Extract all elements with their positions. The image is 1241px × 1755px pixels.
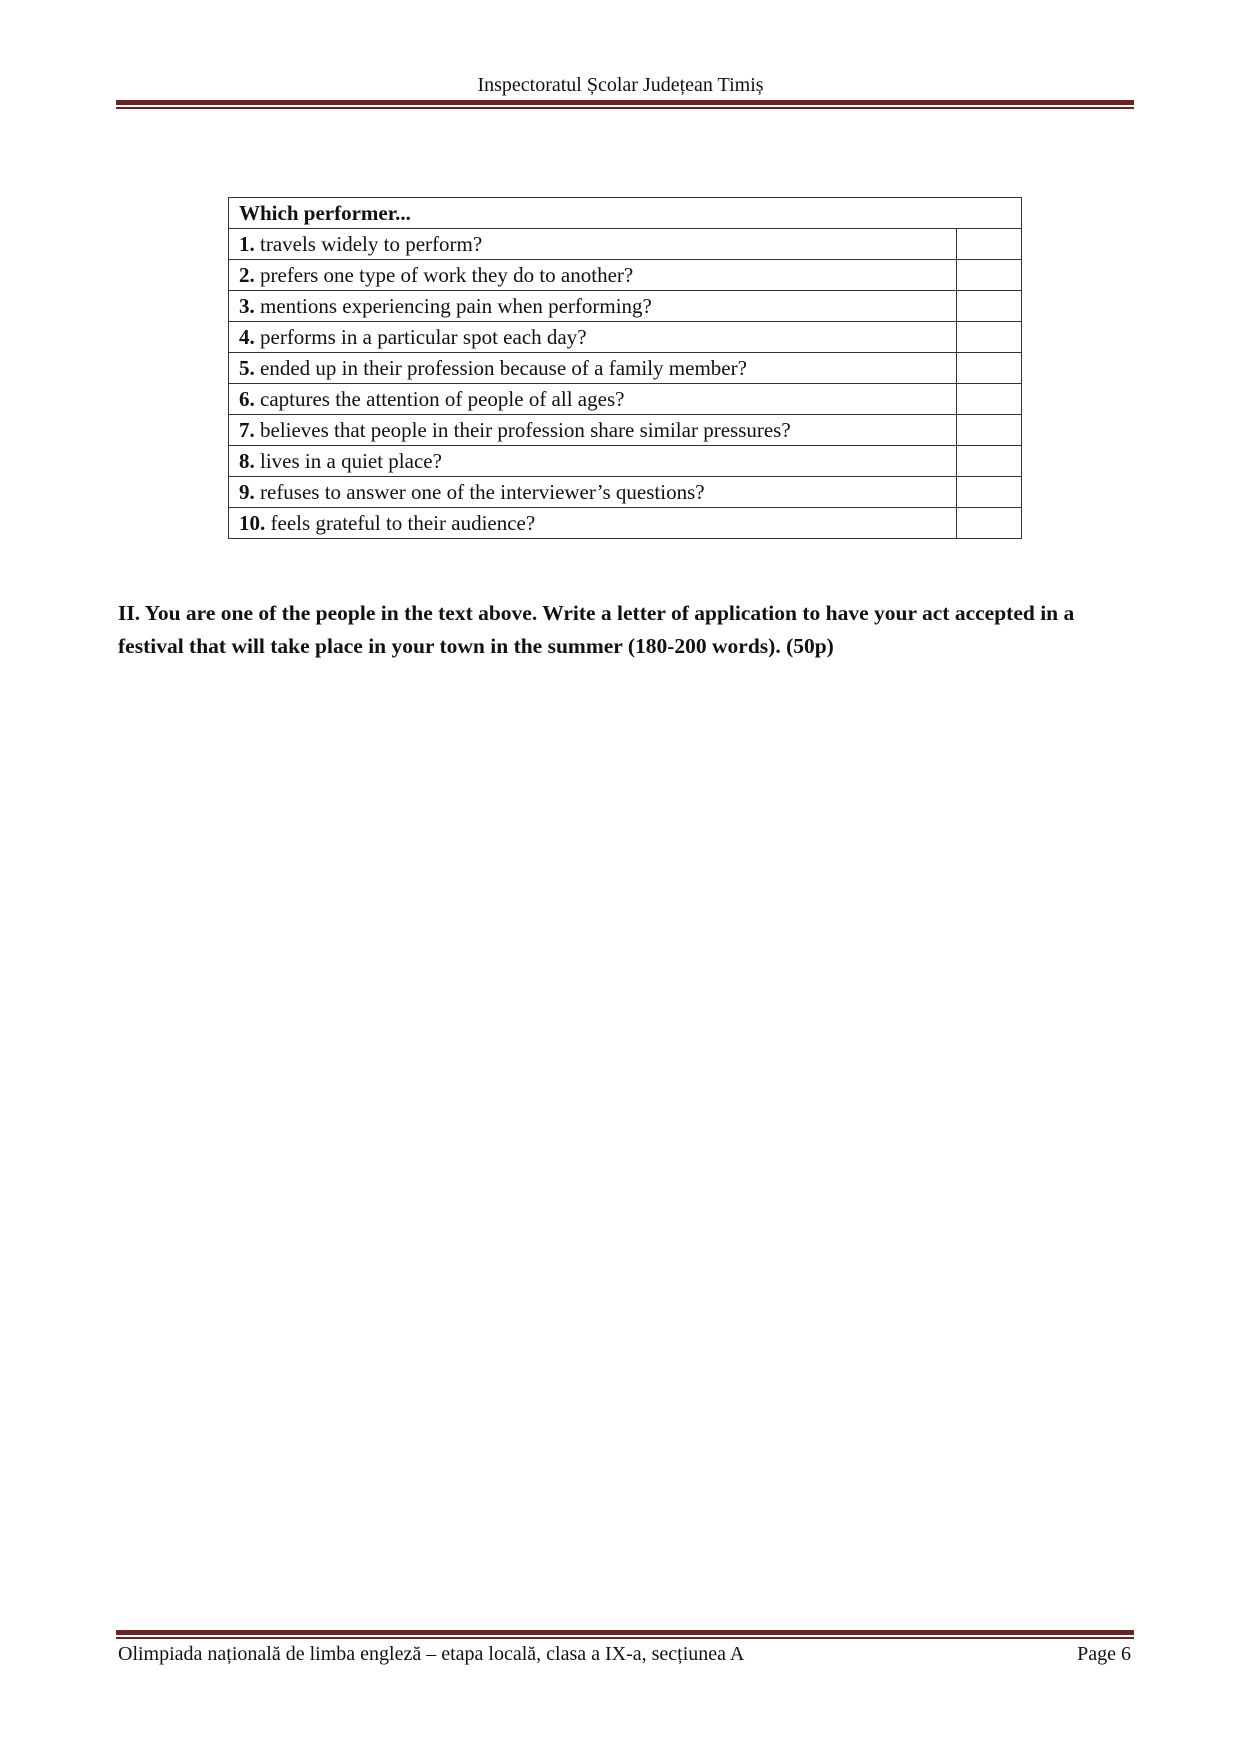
table-row: [229, 415, 1022, 446]
table-heading: Which performer...: [229, 198, 1022, 229]
question-number: 6.: [239, 387, 255, 411]
footer-exam-title: Olimpiada națională de limba engleză – etapa locală, clasa a IX-a, secțiunea A: [118, 1643, 745, 1665]
question-text: feels grateful to their audience?: [265, 511, 536, 535]
header-divider: [116, 100, 1134, 109]
question-number: 1.: [239, 232, 255, 256]
question-number: 10.: [239, 511, 266, 535]
table-row: [229, 322, 1022, 353]
answer-cell[interactable]: [957, 260, 1022, 291]
question-number: 3.: [239, 294, 255, 318]
question-text: lives in a quiet place?: [254, 449, 442, 473]
question-cell: [229, 508, 957, 539]
table-row: [229, 291, 1022, 322]
question-text: performs in a particular spot each day?: [254, 325, 587, 349]
question-text: prefers one type of work they do to another?: [254, 263, 634, 287]
question-number: 4.: [239, 325, 255, 349]
table-row: [229, 229, 1022, 260]
answer-cell[interactable]: [957, 353, 1022, 384]
answer-cell[interactable]: [957, 291, 1022, 322]
question-number: 9.: [239, 480, 255, 504]
answer-cell[interactable]: [957, 229, 1022, 260]
footer-divider: [116, 1630, 1134, 1639]
answer-cell[interactable]: [957, 446, 1022, 477]
answer-cell[interactable]: [957, 322, 1022, 353]
question-cell: [229, 446, 957, 477]
question-text: believes that people in their profession share similar pressures?: [254, 418, 791, 442]
question-cell: [229, 384, 957, 415]
table-row: [229, 477, 1022, 508]
question-number: 2.: [239, 263, 255, 287]
page-header-title: Inspectoratul Școlar Județean Timiș: [477, 74, 764, 96]
table-row: [229, 353, 1022, 384]
table-row: [229, 508, 1022, 539]
question-cell: [229, 415, 957, 446]
table-heading-row: [229, 198, 1022, 229]
question-cell: [229, 477, 957, 508]
question-number: 8.: [239, 449, 255, 473]
answer-cell[interactable]: [957, 415, 1022, 446]
table-row: [229, 446, 1022, 477]
question-text: travels widely to perform?: [254, 232, 483, 256]
performer-matching-table: [228, 197, 1022, 539]
question-text: ended up in their profession because of a family member?: [254, 356, 747, 380]
answer-cell[interactable]: [957, 508, 1022, 539]
table-row: [229, 384, 1022, 415]
question-text: refuses to answer one of the interviewer’s questions?: [254, 480, 705, 504]
table-row: [229, 260, 1022, 291]
question-cell: [229, 353, 957, 384]
question-text: captures the attention of people of all ages?: [254, 387, 625, 411]
page-number: Page 6: [1077, 1643, 1131, 1665]
question-cell: [229, 322, 957, 353]
answer-cell[interactable]: [957, 477, 1022, 508]
question-number: 5.: [239, 356, 255, 380]
question-cell: [229, 229, 957, 260]
writing-task-instructions: II. You are one of the people in the text above. Write a letter of application to have your act accepted in a festival that will take place in your town in the summer (180-200 words). (50p): [118, 601, 1075, 658]
question-number: 7.: [239, 418, 255, 442]
question-cell: [229, 260, 957, 291]
question-text: mentions experiencing pain when performing?: [254, 294, 652, 318]
question-cell: [229, 291, 957, 322]
answer-cell[interactable]: [957, 384, 1022, 415]
